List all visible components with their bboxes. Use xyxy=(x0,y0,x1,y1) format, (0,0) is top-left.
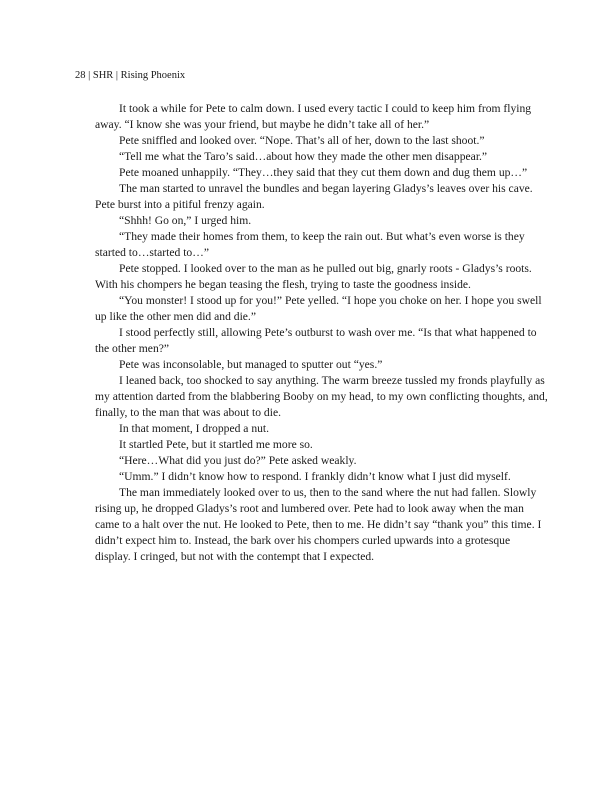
paragraph: “Umm.” I didn’t know how to respond. I frankly didn’t know what I just did myself. xyxy=(119,470,511,483)
body-text xyxy=(95,101,548,565)
header-book-title: Rising Phoenix xyxy=(120,70,186,81)
paragraph: I leaned back, too shocked to say anything. The warm breeze tussled my fronds playfully as my attention darted from the blabbering Booby on my head, to my own conflicting thoughts, and, finally, to the man that was about to die. xyxy=(95,374,548,419)
paragraph: In that moment, I dropped a nut. xyxy=(119,422,270,435)
page-number: 28 xyxy=(75,70,86,81)
paragraph: The man immediately looked over to us, then to the sand where the nut had fallen. Slowly rising up, he dropped Gladys’s root and lumbered over. Pete had to look away when the man came to a halt over the nut. He looked to Pete, then to me. He didn’t say “thank you” this time. I didn’t expect him to. Instead, the bark over his chompers curled upwards into a grotesque display. I cringed, but not with the contempt that I expected. xyxy=(95,486,542,563)
paragraph: Pete sniffled and looked over. “Nope. That’s all of her, down to the last shoot.” xyxy=(119,134,485,147)
paragraph: It startled Pete, but it startled me more so. xyxy=(119,438,313,451)
header-author: SHR xyxy=(92,70,114,81)
header-separator: | xyxy=(115,70,119,81)
paragraph: “Tell me what the Taro’s said…about how they made the other men disappear.” xyxy=(119,150,488,163)
paragraph: “They made their homes from them, to keep the rain out. But what’s even worse is they started to…started to…” xyxy=(95,230,525,259)
paragraph: “Here…What did you just do?” Pete asked weakly. xyxy=(119,454,357,467)
running-header xyxy=(75,69,185,82)
paragraph: I stood perfectly still, allowing Pete’s outburst to wash over me. “Is that what happened to the other men?” xyxy=(95,326,537,355)
paragraph: The man started to unravel the bundles and began layering Gladys’s leaves over his cave. Pete burst into a pitiful frenzy again. xyxy=(95,182,533,211)
paragraph: It took a while for Pete to calm down. I used every tactic I could to keep him from flying away. “I know she was your friend, but maybe he didn’t take all of her.” xyxy=(95,102,532,131)
paragraph: “Shhh! Go on,” I urged him. xyxy=(119,214,252,227)
paragraph: Pete was inconsolable, but managed to sputter out “yes.” xyxy=(119,358,383,371)
header-separator: | xyxy=(88,70,91,81)
paragraph: “You monster! I stood up for you!” Pete yelled. “I hope you choke on her. I hope you swell up like the other men did and die.” xyxy=(95,294,542,323)
paragraph: Pete stopped. I looked over to the man as he pulled out big, gnarly roots - Gladys’s roots. With his chompers he began teasing the flesh, trying to taste the goodness inside. xyxy=(95,262,532,291)
paragraph: Pete moaned unhappily. “They…they said that they cut them down and dug them up…” xyxy=(119,166,528,179)
